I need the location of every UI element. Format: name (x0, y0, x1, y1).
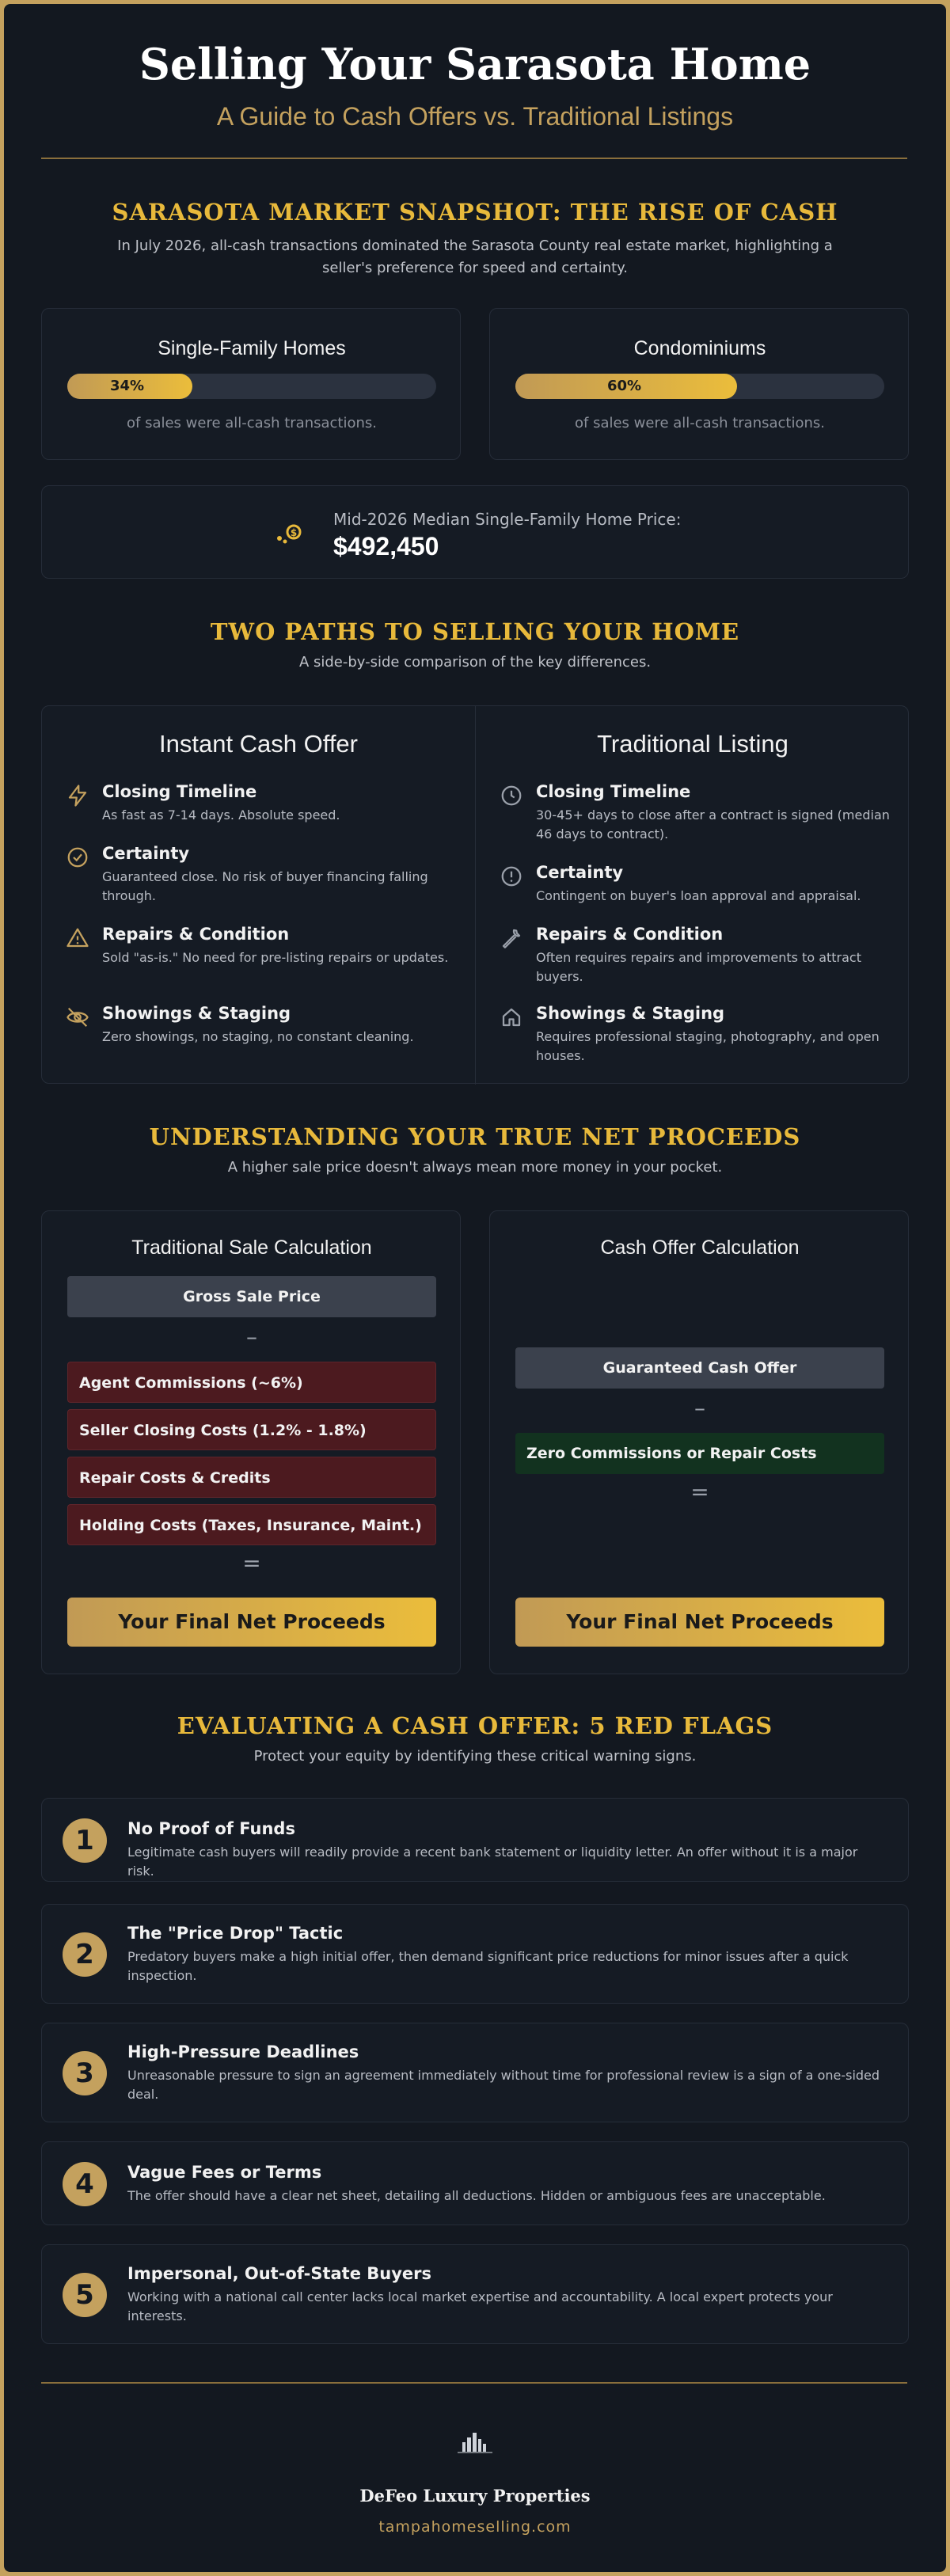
cash-column-title: Instant Cash Offer (159, 730, 358, 758)
lightning-icon (66, 784, 89, 811)
deduction-commissions: Agent Commissions (~6%) (67, 1362, 436, 1403)
comparison-card (41, 705, 909, 1084)
calc-title: Traditional Sale Calculation (131, 1237, 372, 1259)
flag-title: Vague Fees or Terms (127, 2163, 322, 2182)
item-desc: Often requires repairs and improvements to attract buyers. (536, 950, 861, 984)
flag-title: Impersonal, Out-of-State Buyers (127, 2264, 431, 2283)
flags-title: EVALUATING A CASH OFFER: 5 RED FLAGS (177, 1712, 773, 1739)
flag-number: 4 (63, 2162, 107, 2206)
deduction-repairs: Repair Costs & Credits (67, 1457, 436, 1498)
item-title: Repairs & Condition (536, 925, 724, 944)
progress-bar (515, 374, 884, 399)
item-title: Closing Timeline (102, 782, 257, 801)
snapshot-description: In July 2026, all-cash transactions dominated the Sarasota County real estate market, highlighting a seller's preference for speed and certainty. (117, 237, 833, 276)
traditional-column-title: Traditional Listing (597, 730, 788, 758)
median-price-label: Mid-2026 Median Single-Family Home Price: (333, 510, 682, 529)
item-desc: Sold "as-is." No need for pre-listing repairs or updates. (102, 950, 449, 965)
zero-commissions: Zero Commissions or Repair Costs (515, 1433, 884, 1474)
flag-title: No Proof of Funds (127, 1819, 295, 1838)
item-desc: Zero showings, no staging, no constant cleaning. (102, 1029, 414, 1044)
traditional-calc-card (41, 1210, 461, 1674)
item-title: Closing Timeline (536, 782, 691, 801)
red-flag-item (41, 2141, 909, 2225)
proceeds-title: UNDERSTANDING YOUR TRUE NET PROCEEDS (149, 1123, 801, 1150)
calc-title: Cash Offer Calculation (600, 1237, 800, 1259)
deduction-closing-costs: Seller Closing Costs (1.2% - 1.8%) (67, 1409, 436, 1450)
stat-card-title: Single-Family Homes (158, 337, 346, 359)
gross-sale-price: Gross Sale Price (67, 1276, 436, 1317)
flag-desc: Legitimate cash buyers will readily provide a recent bank statement or liquidity letter. An offer without it is a major risk. (127, 1845, 858, 1879)
cash-calc-card (489, 1210, 909, 1674)
red-flag-item (41, 1904, 909, 2004)
stat-caption: of sales were all-cash transactions. (127, 415, 377, 431)
progress-label: 34% (110, 378, 145, 394)
final-net-proceeds: Your Final Net Proceeds (67, 1598, 436, 1647)
paths-subtitle: A side-by-side comparison of the key differences. (298, 654, 652, 671)
item-desc: As fast as 7-14 days. Absolute speed. (102, 807, 340, 823)
item-title: Certainty (102, 844, 190, 863)
red-flag-item (41, 2023, 909, 2122)
item-desc: Guaranteed close. No risk of buyer financing falling through. (102, 869, 428, 903)
home-icon (500, 1005, 523, 1032)
item-desc: Requires professional staging, photography, and open houses. (536, 1029, 880, 1063)
red-flag-item (41, 1798, 909, 1882)
money-icon (272, 515, 306, 549)
stat-card-condominiums (489, 308, 909, 460)
progress-label: 60% (607, 378, 642, 394)
snapshot-title: SARASOTA MARKET SNAPSHOT: THE RISE OF CASH (112, 199, 838, 226)
proceeds-subtitle: A higher sale price doesn't always mean more money in your pocket. (227, 1159, 723, 1176)
flag-number: 1 (63, 1818, 107, 1863)
item-desc: Contingent on buyer's loan approval and appraisal. (536, 888, 861, 903)
alert-circle-icon (500, 864, 523, 891)
skyline-logo-icon (451, 2425, 499, 2456)
comparison-divider (475, 706, 476, 1085)
item-desc: 30-45+ days to close after a contract is signed (median 46 days to contract). (536, 807, 890, 842)
equals-operator: = (690, 1479, 709, 1505)
company-name: DeFeo Luxury Properties (359, 2486, 591, 2506)
minus-operator: – (246, 1324, 257, 1350)
stat-card-single-family (41, 308, 461, 460)
stat-caption: of sales were all-cash transactions. (575, 415, 825, 431)
flag-number: 5 (63, 2273, 107, 2317)
deduction-holding-costs: Holding Costs (Taxes, Insurance, Maint.) (67, 1504, 436, 1545)
website-link[interactable]: tampahomeselling.com (378, 2518, 572, 2536)
progress-bar (67, 374, 436, 399)
page-title: Selling Your Sarasota Home (139, 39, 811, 89)
median-price-value: $492,450 (333, 532, 439, 560)
check-circle-icon (66, 845, 89, 872)
page-frame (4, 4, 946, 2572)
flag-desc: Predatory buyers make a high initial offer, then demand significant price reductions for minor issues after a quick inspection. (127, 1949, 849, 1983)
wrench-icon (500, 926, 523, 953)
paths-title: TWO PATHS TO SELLING YOUR HOME (210, 618, 740, 645)
guaranteed-cash-offer: Guaranteed Cash Offer (515, 1347, 884, 1389)
flag-number: 2 (63, 1932, 107, 1977)
minus-operator: – (694, 1395, 705, 1421)
clock-icon (500, 784, 523, 811)
item-title: Repairs & Condition (102, 925, 290, 944)
flag-desc: Working with a national call center lacks local market expertise and accountability. A local expert protects your interests. (127, 2289, 833, 2323)
warning-icon (66, 926, 89, 953)
svg-text:$: $ (290, 527, 298, 538)
median-price-card (41, 485, 909, 579)
item-title: Certainty (536, 863, 624, 882)
footer-divider (41, 2382, 907, 2384)
final-net-proceeds: Your Final Net Proceeds (515, 1598, 884, 1647)
flag-number: 3 (63, 2051, 107, 2095)
stat-card-title: Condominiums (633, 337, 766, 359)
flag-desc: Unreasonable pressure to sign an agreement immediately without time for professional review is a sign of a one-sided deal. (127, 2068, 880, 2102)
flag-title: High-Pressure Deadlines (127, 2042, 359, 2061)
header-divider (41, 158, 907, 159)
item-title: Showings & Staging (536, 1004, 725, 1023)
equals-operator: = (242, 1550, 261, 1576)
item-title: Showings & Staging (102, 1004, 291, 1023)
eye-off-icon (66, 1005, 89, 1032)
page-subtitle: A Guide to Cash Offers vs. Traditional Listings (216, 102, 734, 131)
flag-title: The "Price Drop" Tactic (127, 1924, 344, 1943)
flag-desc: The offer should have a clear net sheet, detailing all deductions. Hidden or ambiguous fees are unacceptable. (127, 2188, 826, 2203)
flags-subtitle: Protect your equity by identifying these critical warning signs. (253, 1748, 697, 1765)
red-flag-item (41, 2244, 909, 2344)
